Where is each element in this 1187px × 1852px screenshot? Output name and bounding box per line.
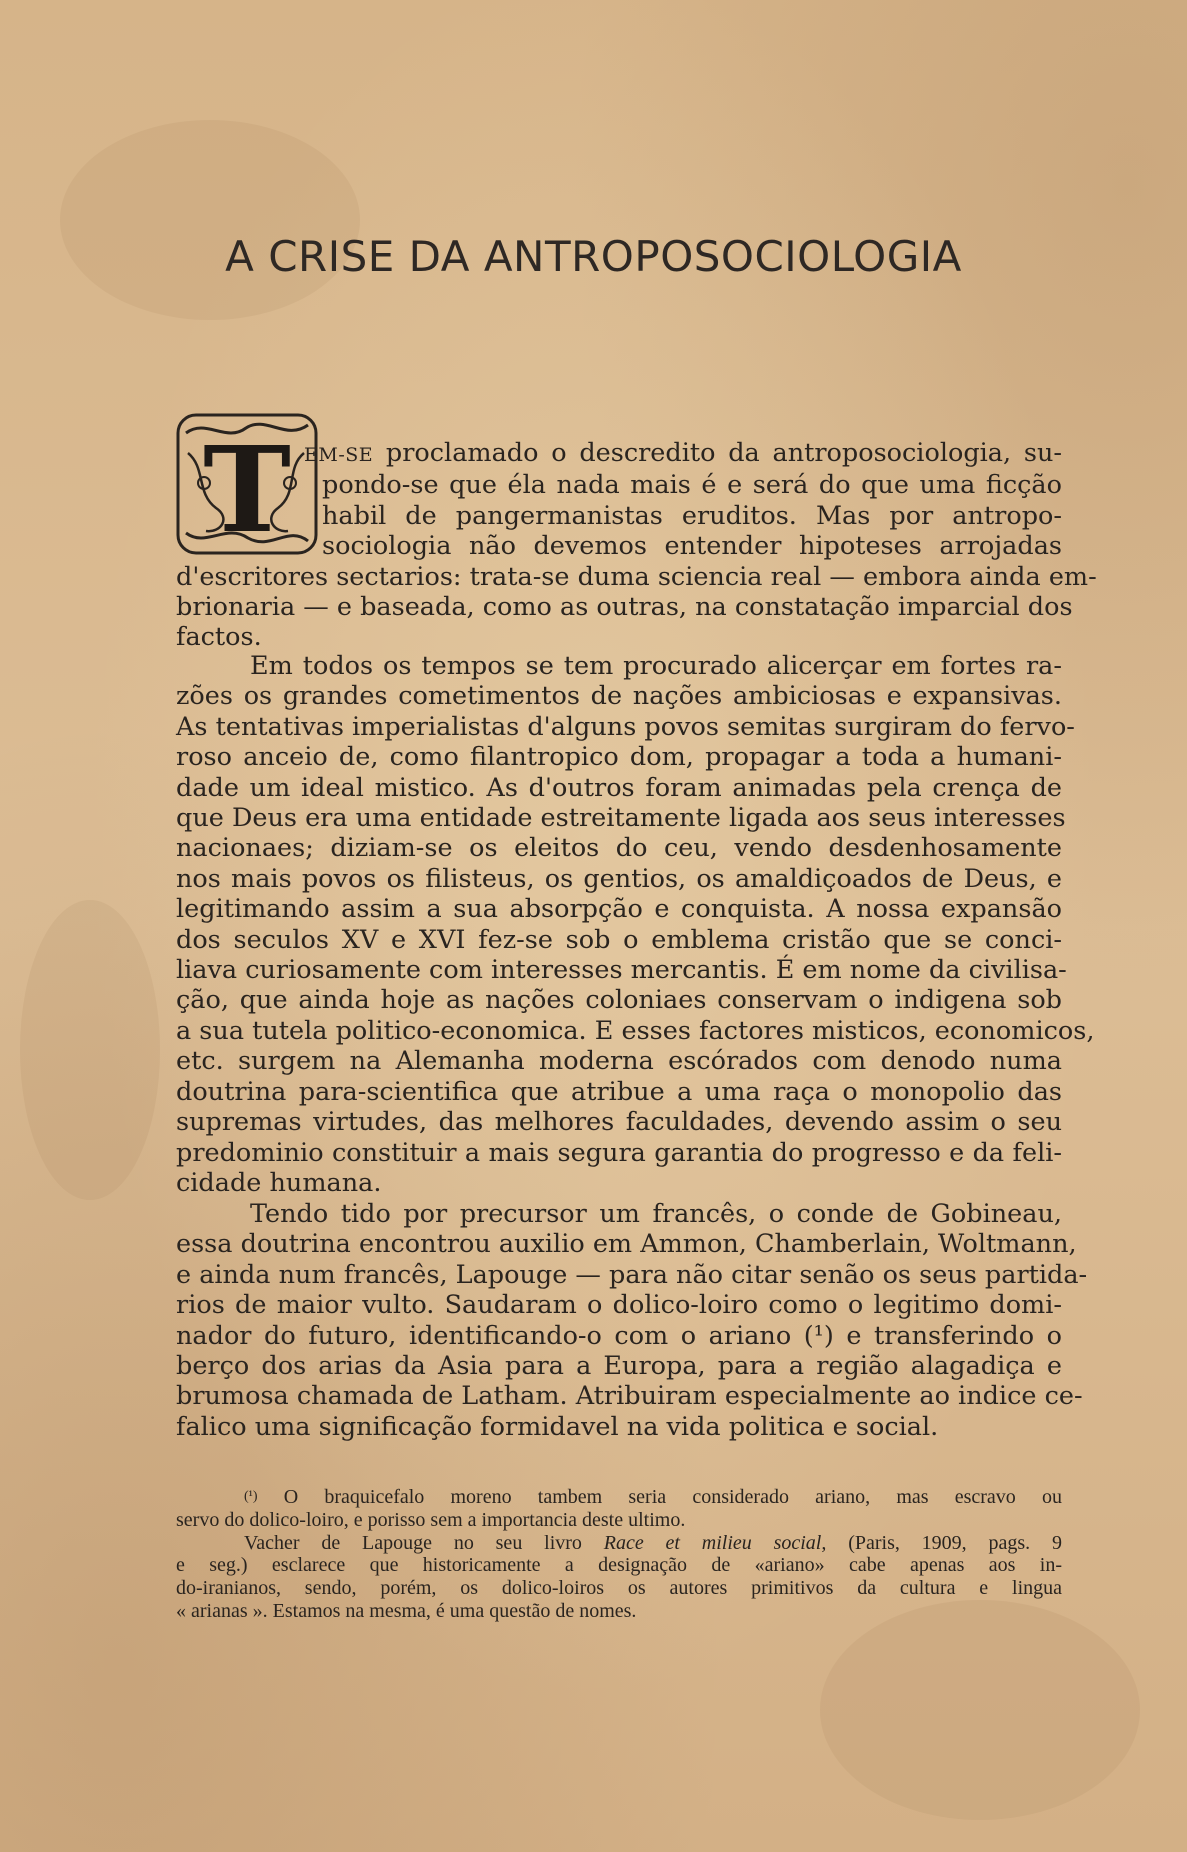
text-line: zões os grandes cometimentos de nações ambiciosas e expansivas. xyxy=(176,681,1062,712)
footnote-line: servo do dolico-loiro, e porisso sem a importancia deste ultimo. xyxy=(176,1508,686,1531)
paper-stain xyxy=(20,900,160,1200)
smallcaps-word: EM-SE xyxy=(304,444,374,466)
text-line: etc. surgem na Alemanha moderna escórados com denodo numa xyxy=(176,1046,1062,1077)
book-title: Race et milieu social, xyxy=(603,1531,827,1554)
text-line: doutrina para-scientifica que atribue a uma raça o monopolio das xyxy=(176,1076,1062,1107)
text-line: EM-SE proclamado o descredito da antroposociologia, su- xyxy=(304,438,1062,468)
text-line: brumosa chamada de Latham. Atribuiram especialmente ao indice ce- xyxy=(176,1381,1083,1412)
footnote-line: $^{(^1)}$ O braquicefalo moreno tambem seria considerado ariano, mas escravo ou xyxy=(244,1486,1062,1508)
footnote-line: e seg.) esclarece que historicamente a designação de «ariano» cabe apenas aos in- xyxy=(176,1554,1062,1577)
text-line: pondo-se que éla nada mais é e será do que uma ficção xyxy=(322,470,1062,501)
drop-cap-letter: T xyxy=(203,420,291,555)
text-line: sociologia não devemos entender hipoteses arrojadas xyxy=(322,531,1062,562)
text-line: cidade humana. xyxy=(176,1167,382,1198)
paragraph-3 xyxy=(176,1199,1088,1442)
footnote-line: Vacher de Lapouge no seu livro Race et milieu social, (Paris, 1909, pags. 9 xyxy=(244,1531,1062,1554)
paragraph-1 xyxy=(176,438,1097,653)
text-line: legitimando assim a sua absorpção e conquista. A nossa expansão xyxy=(176,894,1062,925)
text-line: essa doutrina encontrou auxilio em Ammon, Chamberlain, Woltmann, xyxy=(176,1229,1077,1260)
text-line: dade um ideal mistico. As d'outros foram animadas pela crença de xyxy=(176,772,1062,803)
text-line: falico uma significação formidavel na vida politica e social. xyxy=(176,1411,939,1442)
page-title: A CRISE DA ANTROPOSOCIOLOGIA xyxy=(225,232,962,281)
text-line: factos. xyxy=(176,622,262,653)
text-line: brionaria — e baseada, como as outras, na constatação imparcial dos xyxy=(176,592,1073,623)
text-line: roso anceio de, como filantropico dom, propagar a toda a humani- xyxy=(176,742,1062,773)
text-line: dos seculos XV e XVI fez-se sob o emblema cristão que se conci- xyxy=(176,924,1062,955)
footnote-marker: (¹) xyxy=(244,1489,258,1504)
text-line: Em todos os tempos se tem procurado alicerçar em fortes ra- xyxy=(250,651,1062,681)
text-line: Tendo tido por precursor um francês, o conde de Gobineau, xyxy=(250,1199,1062,1229)
paper-stain xyxy=(60,120,360,320)
text-line: liava curiosamente com interesses mercantis. É em nome da civilisa- xyxy=(176,955,1067,986)
text-line: supremas virtudes, das melhores faculdades, devendo assim o seu xyxy=(176,1107,1062,1138)
paper-stain xyxy=(820,1600,1140,1820)
text-line: nador do futuro, identificando-o com o ariano (¹) e transferindo o xyxy=(176,1320,1062,1351)
text-line: berço dos arias da Asia para a Europa, para a região alagadiça e xyxy=(176,1351,1062,1382)
text-line: predominio constituir a mais segura garantia do progresso e da feli- xyxy=(176,1137,1062,1168)
text-line: nacionaes; diziam-se os eleitos do ceu, vendo desdenhosamente xyxy=(176,833,1062,864)
text-line: As tentativas imperialistas d'alguns povos semitas surgiram do fervo- xyxy=(176,711,1075,742)
text-line: que Deus era uma entidade estreitamente ligada aos seus interesses xyxy=(176,803,1066,834)
footnote-line: « arianas ». Estamos na mesma, é uma questão de nomes. xyxy=(176,1599,637,1622)
text-line: e ainda num francês, Lapouge — para não citar senão os seus partida- xyxy=(176,1259,1088,1290)
text-line: d'escritores sectarios: trata-se duma sciencia real — embora ainda em- xyxy=(176,561,1097,592)
footnotes xyxy=(176,1486,1062,1623)
footnote-line: do-iranianos, sendo, porém, os dolico-loiros os autores primitivos da cultura e lingua xyxy=(176,1577,1062,1600)
text-line: ção, que ainda hoje as nações coloniaes conservam o indigena sob xyxy=(176,985,1062,1016)
text-line: a sua tutela politico-economica. E esses factores misticos, economicos, xyxy=(176,1015,1095,1046)
text-line: nos mais povos os filisteus, os gentios, os amaldiçoados de Deus, e xyxy=(176,863,1062,894)
paragraph-2 xyxy=(176,651,1095,1198)
text-line: rios de maior vulto. Saudaram o dolico-loiro como o legitimo domi- xyxy=(176,1290,1062,1321)
text-line: habil de pangermanistas eruditos. Mas por antropo- xyxy=(322,500,1062,531)
